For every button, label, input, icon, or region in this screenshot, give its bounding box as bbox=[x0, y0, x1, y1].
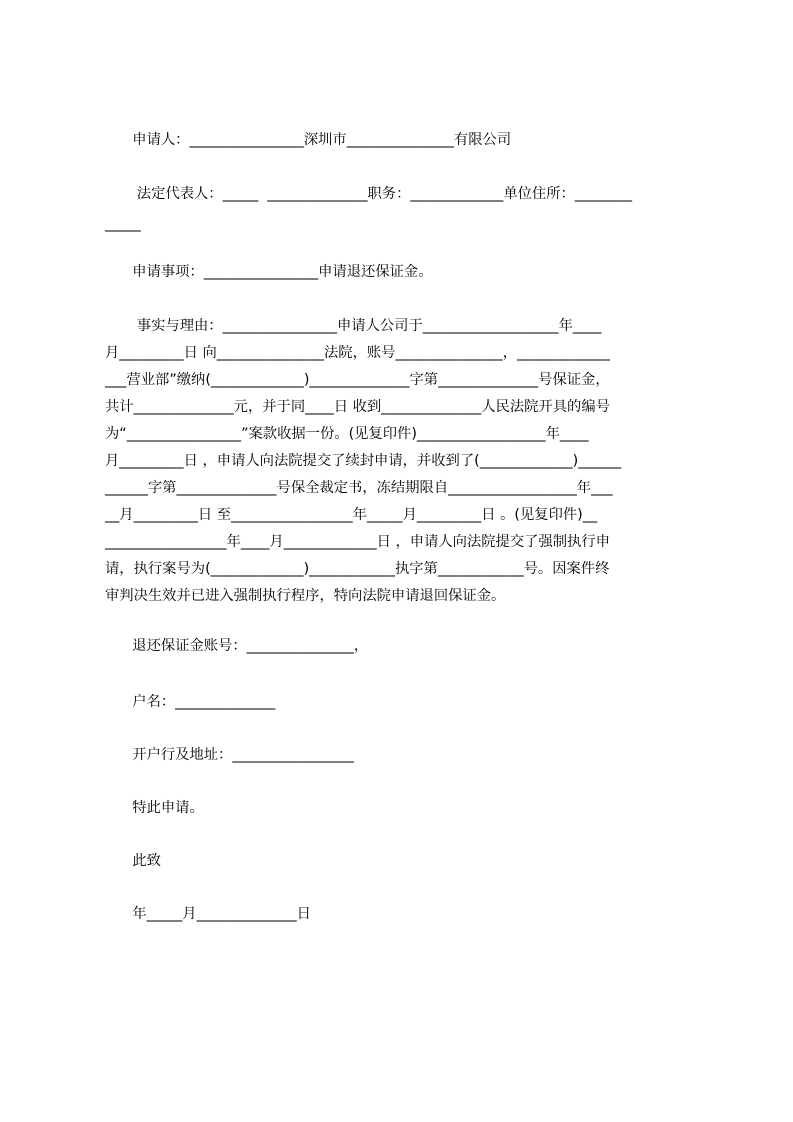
facts-text-6: 月_________日 ，申请人向法院提交了续封申请，并收到了(_____________)______ bbox=[105, 453, 622, 469]
facts-line-2 bbox=[105, 340, 705, 366]
facts-text-3: ___营业部”缴纳(_____________)______________字第______________号保证金， bbox=[105, 372, 610, 388]
facts-text-11: 审判决生效并已进入强制执行程序，特向法院申请退回保证金。 bbox=[105, 588, 506, 604]
facts-line-5 bbox=[105, 421, 705, 447]
account-name-text: 户名：______________ bbox=[105, 694, 276, 710]
facts-line-1 bbox=[105, 313, 705, 339]
refund-account-line bbox=[105, 633, 705, 659]
bank-address-line bbox=[105, 742, 705, 768]
facts-text-7: ______字第______________号保全裁定书，冻结期限自__________________年___ bbox=[105, 480, 613, 496]
facts-text-5: 为“________________”案款收据一份。(见复印件)__________________年____ bbox=[105, 426, 589, 442]
legal-representative-text: 法定代表人：_____ ______________职务：_____________单位住所：________ bbox=[105, 186, 632, 202]
applicant-text: 申请人：________________深圳市_______________有限公司 bbox=[105, 132, 512, 148]
hereby-apply-text: 特此申请。 bbox=[105, 800, 204, 816]
facts-text-4: 共计______________元，并于同____日 收到______________人民法院开具的编号 bbox=[105, 399, 610, 415]
refund-account-text: 退还保证金账号：_______________， bbox=[105, 638, 369, 654]
address-continuation-text: _____ bbox=[105, 216, 141, 232]
facts-line-4 bbox=[105, 394, 705, 420]
facts-text-10: 请，执行案号为(_____________)____________执字第____________号。因案件终 bbox=[105, 561, 610, 577]
account-name-line bbox=[105, 689, 705, 715]
facts-text-1: 事实与理由：________________申请人公司于___________________年____ bbox=[105, 318, 602, 334]
facts-line-7 bbox=[105, 475, 705, 501]
facts-text-2: 月_________日 向_______________法院，账号_______________，_____________ bbox=[105, 345, 610, 361]
facts-line-11 bbox=[105, 583, 705, 609]
application-matter-text: 申请事项：________________申请退还保证金。 bbox=[105, 264, 433, 280]
legal-representative-line bbox=[105, 181, 705, 207]
facts-line-9 bbox=[105, 529, 705, 555]
application-matter-line bbox=[105, 259, 705, 285]
salutation-text: 此致 bbox=[105, 853, 161, 869]
facts-line-10 bbox=[105, 556, 705, 582]
hereby-apply-line bbox=[105, 795, 705, 821]
bank-address-text: 开户行及地址：_________________ bbox=[105, 747, 354, 763]
facts-line-3 bbox=[105, 367, 705, 393]
facts-text-8: __月_________日 至_________________年_____月_________日 。(见复印件)__ bbox=[105, 507, 598, 523]
date-text: 年_____月______________日 bbox=[105, 906, 311, 922]
facts-line-6 bbox=[105, 448, 705, 474]
facts-text-9: _________________年____月_____________日 ，申请人向法院提交了强制执行申 bbox=[105, 534, 610, 550]
address-continuation-line bbox=[105, 211, 705, 237]
date-line bbox=[105, 901, 705, 927]
salutation-line bbox=[105, 848, 705, 874]
facts-line-8 bbox=[105, 502, 705, 528]
applicant-line bbox=[105, 127, 705, 153]
